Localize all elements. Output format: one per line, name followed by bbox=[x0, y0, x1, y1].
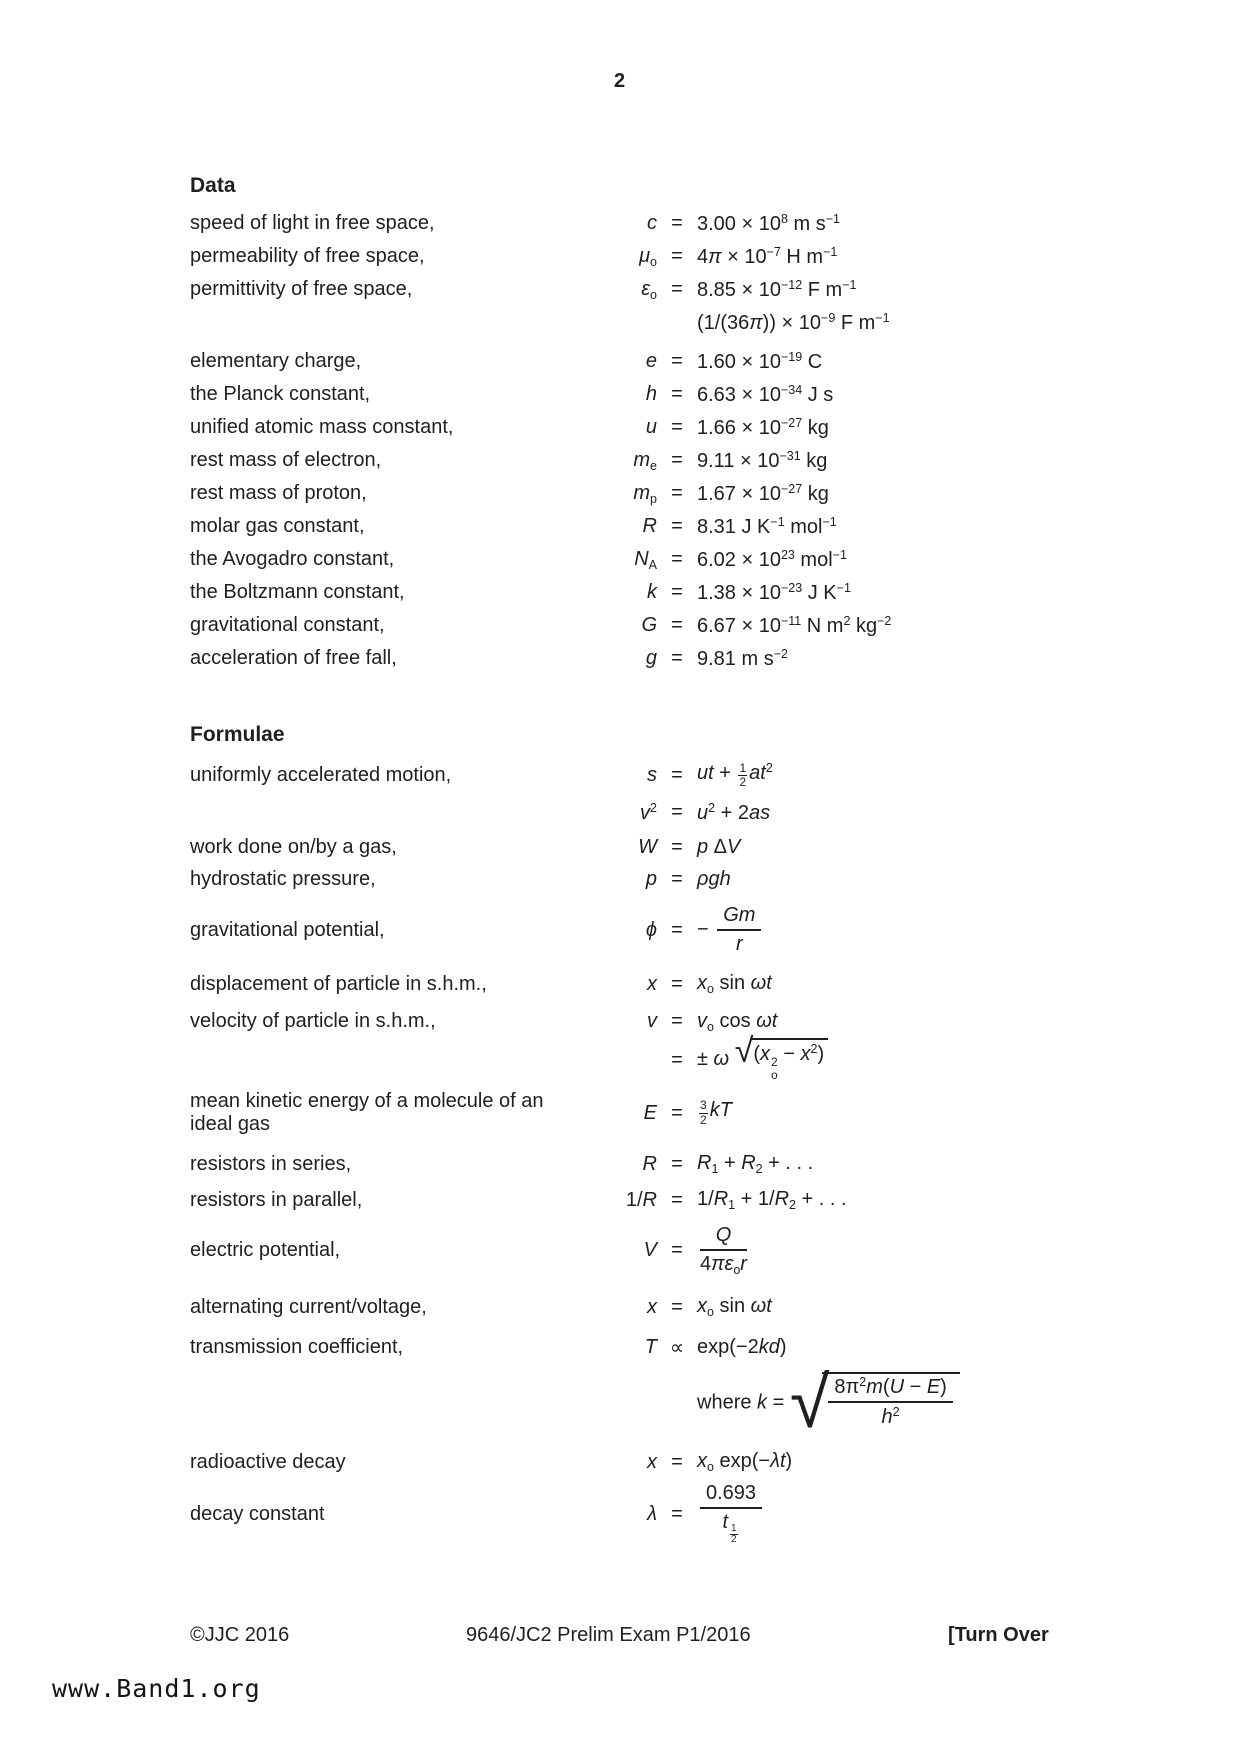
constant-formula-row bbox=[190, 896, 1199, 964]
footer-doc-code: 9646/JC2 Prelim Exam P1/2016 bbox=[466, 1624, 751, 1646]
row-label: alternating current/voltage, bbox=[190, 1295, 427, 1318]
equals-sign: = bbox=[671, 1188, 683, 1211]
row-symbol: 1/R bbox=[625, 1188, 657, 1211]
page-footer bbox=[0, 1624, 1239, 1654]
row-symbol: $\mu_o$ bbox=[639, 244, 657, 269]
row-label: work done on/by a gas, bbox=[190, 835, 397, 858]
row-symbol: W bbox=[638, 835, 657, 858]
row-value: $\frac{Q}{4\pi\varepsilon_or}$ bbox=[700, 1223, 747, 1277]
constant-formula-row bbox=[190, 306, 1199, 339]
constant-formula-row bbox=[190, 207, 1199, 240]
constant-formula-row bbox=[190, 444, 1199, 477]
row-label: electric potential, bbox=[190, 1238, 341, 1261]
row-value: $1.60 \times 10^{-19}$ C bbox=[697, 349, 823, 373]
equals-sign: = bbox=[671, 1502, 683, 1525]
constant-formula-row bbox=[190, 1032, 1199, 1082]
row-value: $v_o$ cos ωt bbox=[697, 1009, 778, 1034]
row-value: $(1/(36\pi)) \times 10^{-9}$ F $m^{-1}$ bbox=[697, 310, 890, 334]
row-symbol: g bbox=[645, 647, 657, 669]
row-label: molar gas constant, bbox=[190, 515, 365, 537]
row-symbol: x bbox=[647, 1295, 657, 1318]
row-symbol: E bbox=[643, 1101, 657, 1124]
row-symbol: p bbox=[645, 868, 657, 890]
equals-sign: = bbox=[671, 212, 683, 234]
row-label: resistors in series, bbox=[190, 1152, 352, 1175]
equals-sign: = bbox=[671, 868, 683, 890]
constant-formula-row bbox=[190, 1081, 1199, 1145]
constant-formula-row bbox=[190, 1145, 1199, 1183]
row-symbol: u bbox=[645, 416, 657, 438]
row-label: mean kinetic energy of a molecule of an ideal gas bbox=[190, 1090, 544, 1135]
row-symbol: $v^2$ bbox=[640, 800, 657, 824]
row-value: 8.31 J $K^{-1}$ mol$^{-1}$ bbox=[697, 514, 837, 538]
equals-sign: = bbox=[671, 972, 683, 995]
constant-formula-row bbox=[190, 863, 1199, 896]
constant-formula-row bbox=[190, 1183, 1199, 1217]
row-value: $4\pi \times 10^{-7}$ H $m^{-1}$ bbox=[697, 244, 838, 268]
row-symbol: $\varepsilon_o$ bbox=[641, 277, 657, 302]
equals-sign: = bbox=[671, 763, 683, 786]
row-symbol: x bbox=[647, 972, 657, 995]
row-label: resistors in parallel, bbox=[190, 1188, 363, 1211]
row-value: $8.85 \times 10^{-12}$ F $m^{-1}$ bbox=[697, 277, 857, 301]
equals-sign: ∝ bbox=[669, 1337, 685, 1359]
row-label: uniformly accelerated motion, bbox=[190, 763, 452, 786]
equals-sign: = bbox=[671, 1152, 683, 1175]
equals-sign: = bbox=[671, 515, 683, 537]
constant-formula-row bbox=[190, 1482, 1199, 1546]
page-number: 2 bbox=[613, 70, 626, 92]
row-label: the Planck constant, bbox=[190, 383, 371, 405]
row-symbol: R bbox=[642, 515, 657, 537]
row-label: decay constant bbox=[190, 1502, 325, 1525]
equals-sign: = bbox=[671, 383, 683, 405]
equals-sign: = bbox=[671, 278, 683, 300]
row-symbol: $N_A$ bbox=[634, 547, 657, 572]
row-value: $x_o$ sin ωt bbox=[697, 972, 772, 996]
equals-sign: = bbox=[671, 801, 683, 823]
constant-formula-row bbox=[190, 1442, 1199, 1482]
row-value: $1.38 \times 10^{-23}$ J $K^{-1}$ bbox=[697, 580, 851, 604]
constant-formula-row bbox=[190, 756, 1199, 794]
row-symbol: s bbox=[647, 763, 657, 786]
constant-formula-row bbox=[190, 1283, 1199, 1331]
row-symbol: λ bbox=[647, 1502, 657, 1525]
constant-formula-row bbox=[190, 378, 1199, 411]
equals-sign: = bbox=[671, 548, 683, 570]
row-value: ut + $\frac{1}{2}$ $at^2$ bbox=[697, 760, 773, 789]
constant-formula-row bbox=[190, 273, 1199, 306]
row-value: − $\frac{Gm}{r}$ bbox=[697, 904, 1199, 956]
row-value: $6.67 \times 10^{-11}$ N $m^2$ $kg^{-2}$ bbox=[697, 613, 892, 637]
constant-formula-row bbox=[190, 477, 1199, 510]
row-value: $9.11 \times 10^{-31}$ kg bbox=[697, 448, 828, 472]
row-value: ρgh bbox=[697, 868, 731, 890]
row-symbol: h bbox=[645, 383, 657, 405]
constant-formula-row bbox=[190, 1004, 1199, 1039]
equals-sign: = bbox=[671, 245, 683, 267]
constant-formula-row bbox=[190, 510, 1199, 543]
row-symbol: G bbox=[641, 614, 657, 636]
row-value: $1.67 \times 10^{-27}$ kg bbox=[697, 481, 829, 505]
row-label: gravitational constant, bbox=[190, 614, 385, 636]
constant-formula-row bbox=[190, 543, 1199, 576]
constant-formula-row bbox=[190, 1217, 1199, 1283]
row-value: $x_o$ exp(−λt) bbox=[697, 1450, 793, 1474]
equals-sign: = bbox=[671, 1101, 683, 1124]
footer-turn-over: [Turn Over bbox=[948, 1624, 1049, 1646]
row-label: the Boltzmann constant, bbox=[190, 581, 405, 603]
row-label: speed of light in free space, bbox=[190, 212, 435, 234]
equals-sign: = bbox=[671, 581, 683, 603]
row-value: $1.66 \times 10^{-27}$ kg bbox=[697, 415, 829, 439]
row-symbol: R bbox=[642, 1152, 657, 1175]
row-symbol: c bbox=[647, 212, 657, 234]
data-section-heading: Data bbox=[190, 174, 236, 197]
row-symbol: x bbox=[647, 1450, 657, 1473]
row-value: $1/R_1 + 1/R_2$ + . . . bbox=[697, 1188, 847, 1212]
row-label: unified atomic mass constant, bbox=[190, 416, 454, 438]
watermark-band1: www.Band1.org bbox=[52, 1674, 261, 1703]
formulae-section-heading: Formulae bbox=[190, 723, 285, 746]
equals-sign: = bbox=[671, 835, 683, 858]
row-value: 9.81 m $s^{-2}$ bbox=[697, 646, 788, 670]
row-label: permittivity of free space, bbox=[190, 278, 413, 300]
row-label: the Avogadro constant, bbox=[190, 548, 395, 570]
row-label: elementary charge, bbox=[190, 350, 362, 372]
constant-formula-row bbox=[190, 1364, 1199, 1442]
row-symbol: ϕ bbox=[645, 918, 657, 941]
equals-sign: = bbox=[671, 449, 683, 471]
constant-formula-row bbox=[190, 609, 1199, 642]
constant-formula-row bbox=[190, 964, 1199, 1004]
constant-formula-row bbox=[190, 642, 1199, 675]
row-label: acceleration of free fall, bbox=[190, 647, 397, 669]
row-value: $R_1 + R_2$ + . . . bbox=[697, 1152, 814, 1176]
data-rows bbox=[190, 207, 1199, 675]
equals-sign: = bbox=[671, 1010, 683, 1032]
constant-formula-row bbox=[190, 794, 1199, 831]
equals-sign: = bbox=[671, 350, 683, 372]
row-value: p ΔV bbox=[697, 835, 741, 858]
row-label: transmission coefficient, bbox=[190, 1336, 404, 1358]
row-label: permeability of free space, bbox=[190, 245, 425, 267]
equals-sign: = bbox=[671, 1048, 683, 1071]
row-value: $3.00 \times 10^8$ m $s^{-1}$ bbox=[697, 211, 840, 235]
constant-formula-row bbox=[190, 240, 1199, 273]
row-value: exp(−2kd) bbox=[697, 1336, 787, 1358]
row-label: rest mass of proton, bbox=[190, 482, 367, 504]
row-symbol: k bbox=[647, 581, 657, 603]
equals-sign: = bbox=[671, 1238, 683, 1261]
equals-sign: = bbox=[671, 482, 683, 504]
formulae-section bbox=[190, 723, 1199, 1546]
equals-sign: = bbox=[671, 1295, 683, 1318]
constant-formula-row bbox=[190, 1331, 1199, 1364]
row-symbol: T bbox=[644, 1336, 657, 1358]
row-value: $u^2 + 2as$ bbox=[697, 800, 771, 824]
constant-formula-row bbox=[190, 411, 1199, 444]
row-symbol: v bbox=[647, 1010, 657, 1032]
row-symbol: V bbox=[643, 1238, 657, 1261]
row-symbol: e bbox=[645, 350, 657, 372]
row-label: gravitational potential, bbox=[190, 918, 385, 941]
row-symbol: $m_e$ bbox=[633, 448, 657, 473]
equals-sign: = bbox=[671, 614, 683, 636]
formulae-rows bbox=[190, 756, 1199, 1546]
row-value: where k = √ $\frac{8\pi^2m(U - E)}{h^2}$ bbox=[697, 1372, 1199, 1434]
constant-formula-row bbox=[190, 576, 1199, 609]
equals-sign: = bbox=[671, 1450, 683, 1473]
row-value: $x_o$ sin ωt bbox=[697, 1295, 772, 1319]
data-section bbox=[190, 174, 1199, 675]
row-value: 0.693 t $\frac{1}{2}$ bbox=[697, 1482, 1199, 1546]
row-symbol: $m_p$ bbox=[633, 481, 657, 506]
row-value: $6.63 \times 10^{-34}$ J s bbox=[697, 382, 834, 406]
row-value: $\frac{3}{2}$ kT bbox=[700, 1098, 732, 1127]
row-value: $6.02 \times 10^{23}$ mol$^{-1}$ bbox=[697, 547, 847, 571]
row-label: displacement of particle in s.h.m., bbox=[190, 972, 487, 995]
equals-sign: = bbox=[671, 647, 683, 669]
constant-formula-row bbox=[190, 345, 1199, 378]
row-label: radioactive decay bbox=[190, 1450, 346, 1473]
row-label: velocity of particle in s.h.m., bbox=[190, 1010, 436, 1032]
equals-sign: = bbox=[671, 918, 683, 941]
equals-sign: = bbox=[671, 416, 683, 438]
row-value: ± ω √ (x 2 o − $x^2$) bbox=[697, 1038, 1199, 1081]
row-label: rest mass of electron, bbox=[190, 449, 382, 471]
footer-copyright: ©JJC 2016 bbox=[190, 1624, 290, 1646]
row-label: hydrostatic pressure, bbox=[190, 868, 376, 890]
constant-formula-row bbox=[190, 831, 1199, 863]
